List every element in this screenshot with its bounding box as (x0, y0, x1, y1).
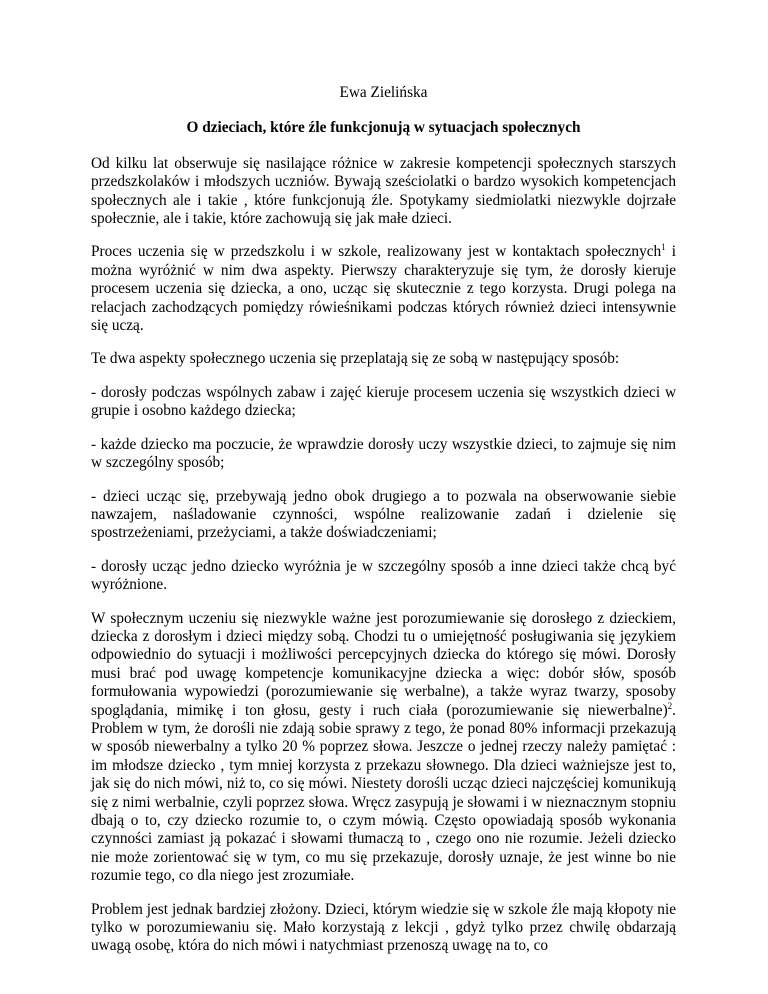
footnote-ref-2: 2 (667, 700, 673, 711)
list-item-adult-distinguishes: - dorosły ucząc jedno dziecko wyróżnia je w szczególny sposób a inne dzieci także chcą być wyróżnione. (91, 557, 676, 594)
paragraph-text: Proces uczenia się w przedszkolu i w szkole, realizowany jest w kontaktach społecznych (91, 243, 662, 261)
author-name: Ewa Zielińska (339, 84, 428, 101)
paragraph-text: . Problem w tym, że dorośli nie zdają sobie sprawy z tego, że ponad 80% informacji przekazują w sposób niewerbalny a tylko 20 % poprzez słowa. Jeszcze o jednej rzeczy należy pamiętać : im młodsze dziecko , tym mniej korzysta z przekazu słownego. Dla dzieci ważniejsze jest to, jak się do nich mówi, niż to, co się mówi. Niestety dorośli ucząc dzieci najczęściej komunikują się z nimi werbalnie, czyli poprzez słowa. Wręcz zasypują je słowami i w nieznacznym stopniu dbają o to, czy dziecko rozumie to, o czym mówią. Często opowiadają sposób wykonania czynności zamiast ją pokazać i słowami tłumaczą to , czego ono nie rozumie. Jeżeli dziecko nie może zorientować się w tym, co mu się przekazuje, dorosły uznaje, że jest winne bo nie rozumie tego, co dla niego jest zrozumiałe. (91, 701, 676, 885)
paragraph-problem: Problem jest jednak bardziej złożony. Dzieci, którym wiedzie się w szkole źle mają kłopoty nie tylko w porozumiewaniu się. Mało korzystają z lekcji , gdyż tylko przez chwilę obdarzają uwagą osobę, która do nich mówi i natychmiast przenoszą uwagę na to, co (91, 900, 676, 955)
paragraph-communication (91, 610, 676, 886)
document-title: O dzieciach, które źle funkcjonują w sytuacjach społecznych (186, 119, 581, 137)
list-item-adult-guides: - dorosły podczas wspólnych zabaw i zajęć kieruje procesem uczenia się wszystkich dzieci w grupie i osobno każdego dziecka; (91, 383, 676, 420)
footnote-ref-1: 1 (661, 242, 666, 253)
paragraph-intro: Od kilku lat obserwuje się nasilające różnice w zakresie kompetencji społecznych starszych przedszkolaków i młodszych uczniów. Bywają sześciolatki o bardzo wysokich kompetencjach społecznych ale i takie , które funkcjonują źle. Spotykamy siedmiolatki niezwykle dojrzałe społecznie, ale i takie, które zachowują się jak małe dzieci. (91, 154, 676, 228)
paragraph-learning-process (91, 243, 676, 335)
document-page (91, 84, 676, 971)
paragraph-aspects-intro: Te dwa aspekty społecznego uczenia się przeplatają się ze sobą w następujący sposób: (91, 350, 620, 368)
list-item-children-observe: - dzieci ucząc się, przebywają jedno obok drugiego a to pozwala na obserwowanie siebie nawzajem, naśladowanie czynności, wspólne realizowanie zadań i dzielenie się spostrzeżeniami, przeżyciami, a także doświadczeniami; (91, 487, 676, 542)
paragraph-text: W społecznym uczeniu się niezwykle ważne jest porozumiewanie się dorosłego z dzieckiem, dziecka z dorosłym i dzieci między sobą. Chodzi tu o umiejętność posługiwania się językiem odpowiednio do sytuacji i możliwości percepcyjnych dziecka do którego się mówi. Dorosły musi brać pod uwagę kompetencje komunikacyjne dziecka a więc: dobór słów, sposób formułowania wypowiedzi (porozumiewanie się werbalne), a także wyraz twarzy, sposoby spoglądania, mimikę i ton głosu, gesty i ruch ciała (porozumiewanie się niewerbalne) (91, 609, 676, 719)
paragraph-text: i można wyróżnić w nim dwa aspekty. Pierwszy charakteryzuje się tym, że dorosły kieruje procesem uczenia się dziecka, a ono, ucząc się skutecznie z tego korzysta. Drugi polega na relacjach zachodzących pomiędzy rówieśnikami podczas których również dzieci intensywnie się uczą. (91, 243, 676, 335)
list-item-child-feels: - każde dziecko ma poczucie, że wprawdzie dorosły uczy wszystkie dzieci, to zajmuje się nim w szczególny sposób; (91, 435, 676, 472)
